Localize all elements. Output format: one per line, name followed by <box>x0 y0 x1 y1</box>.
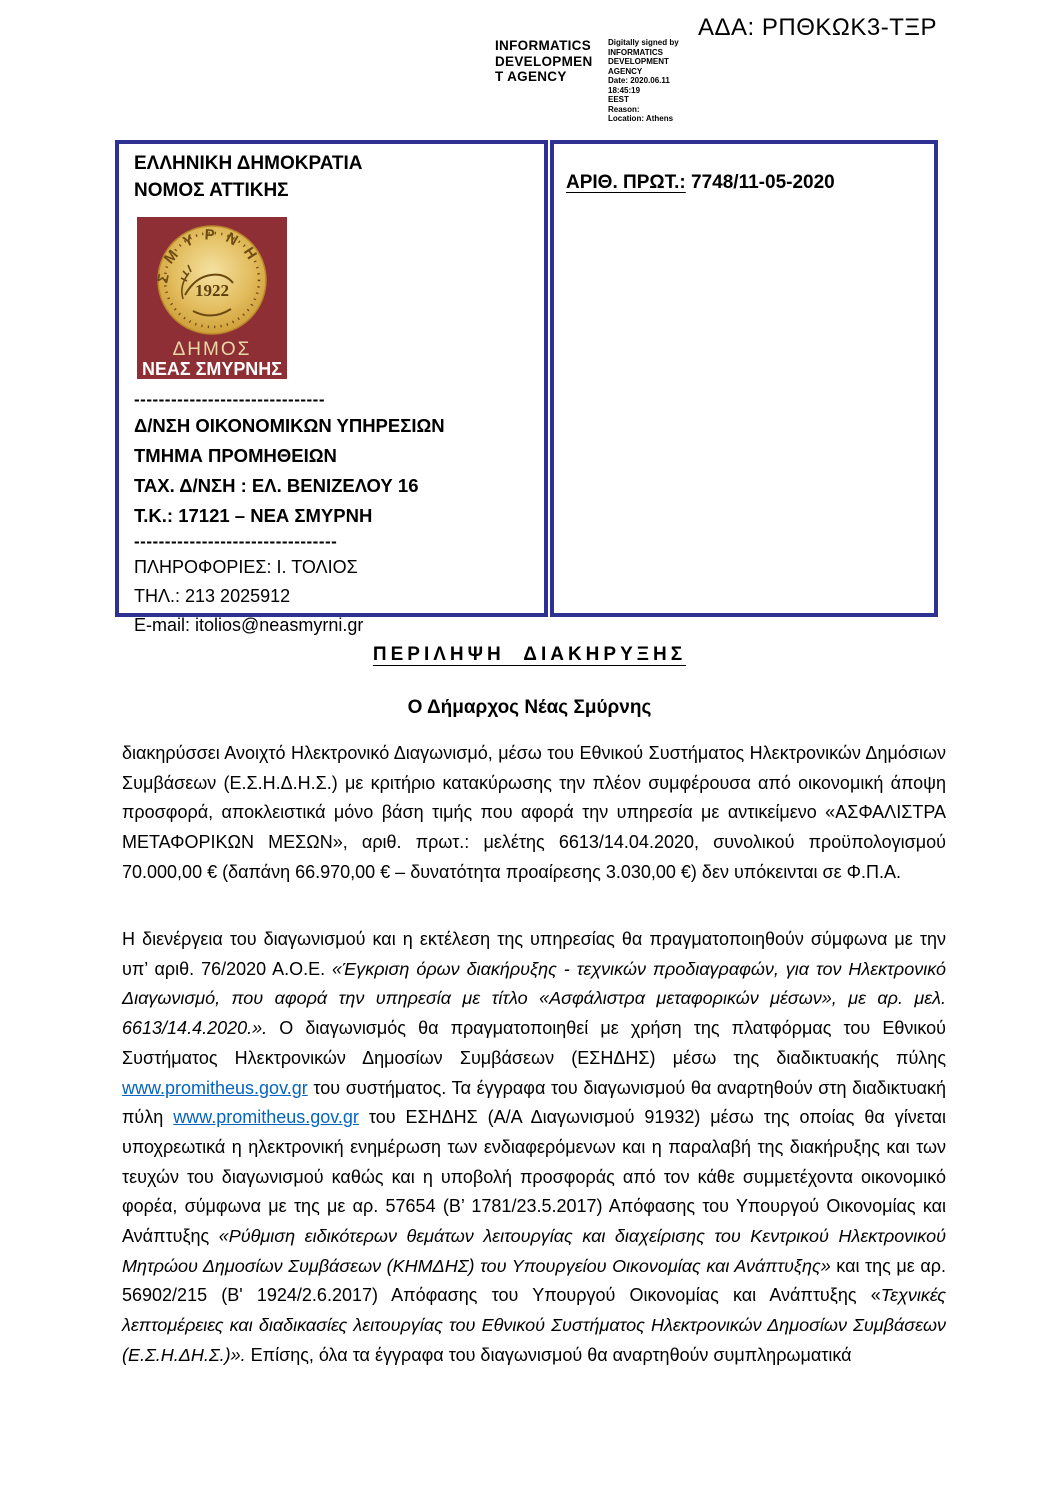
paragraph-segment: του ΕΣΗΔΗΣ (Α/Α Διαγωνισμού 91932) μέσω της οποίας θα γίνεται υποχρεωτικά η ηλεκτρονική ενημέρωση των ενδιαφερόμενων και η παραλαβή της διακήρυξης και των τευχών του διαγωνισμού καθώς και η υποβολή προσφοράς από τον κάθε συμμετέχοντα οικονομικό φορέα, σύμφωνα με της με αρ. 57654 (Β’ 1781/23.5.2017) Απόφασης του Υπουργού Οικονομίας και Ανάπτυξης <box>122 1107 946 1247</box>
paragraph-segment: «Έγκριση όρων διακήρυξης - τεχνικών προδιαγραφών, για τον Ηλεκτρονικό Διαγωνισμό, που αφορά την υπηρεσία με τίτλο «Ασφάλιστρα μεταφορικών μέσων», με αρ. μελ. 6613/14.4.2020.». <box>122 958 947 1039</box>
document-title: ΠΕΡΙΛΗΨΗ ΔΙΑΚΗΡΥΞΗΣ <box>372 644 687 665</box>
paragraph-segment: Ο διαγωνισμός θα πραγματοποιηθεί με χρήση της πλατφόρμας του Εθνικού Συστήματος Ηλεκτρονικών Δημοσίων Συμβάσεων (ΕΣΗΔΗΣ) μέσω της διαδικτυακής πύλης <box>122 1018 946 1068</box>
municipality-seal-svg <box>137 217 287 379</box>
protocol-box <box>550 140 938 617</box>
postal-code-line: Τ.Κ.: 17121 – ΝΕΑ ΣΜΥΡΝΗ <box>134 505 373 526</box>
paragraph-segment: του συστήματος. Τα έγγραφα του διαγωνισμού θα αναρτηθούν στη διαδικτυακή πύλη <box>122 1077 946 1128</box>
promitheus-link[interactable]: www.promitheus.gov.gr <box>122 1077 308 1098</box>
divider-line: ------------------------------- <box>134 390 325 409</box>
logo-demos-text: ΔΗΜΟΣ <box>172 339 252 360</box>
paragraph-segment: Επίσης, όλα τα έγγραφα του διαγωνισμού θα αναρτηθούν συμπληρωματικά <box>245 1344 852 1365</box>
digital-signature-block <box>495 38 703 124</box>
protocol-number <box>566 172 922 194</box>
paragraph-segment: «Ρύθμιση ειδικότερων θεμάτων λειτουργίας και διαχείρισης του Κεντρικού Ηλεκτρονικού Μητρώου Δημοσίων Συμβάσεων (ΚΗΜΔΗΣ) του Υπουργείου Οικονομίας και Ανάπτυξης» <box>122 1226 946 1276</box>
email-line: E-mail: itolios@neasmyrni.gr <box>134 615 364 635</box>
paragraph-announcement: διακηρύσσει Ανοιχτό Ηλεκτρονικό Διαγωνισμό, μέσω του Εθνικού Συστήματος Ηλεκτρονικών Δημόσιων Συμβάσεων (Ε.Σ.Η.Δ.Η.Σ.) με κριτήριο κατακύρωσης την πλέον συμφέρουσα από οικονομική άποψη προσφορά, αποκλειστικά μόνο βάση τιμής που αφορά την υπηρεσία με αντικείμενο «ΑΣΦΑΛΙΣΤΡΑ ΜΕΤΑΦΟΡΙΚΩΝ ΜΕΣΩΝ», αριθ. πρωτ.: μελέτης 6613/14.04.2020, συνολικού προϋπολογισμού 70.000,00 € (δαπάνη 66.970,00 € – δυνατότητα προαίρεσης 3.030,00 €) δεν υπόκεινται σε Φ.Π.Α. <box>122 743 946 882</box>
paragraph-segment: Η διενέργεια του διαγωνισμού και η εκτέλεση της υπηρεσίας θα πραγματοποιηθούν σύμφωνα με την υπ’ αριθ. 76/2020 Α.Ο.Ε. <box>122 929 946 979</box>
coin-curved-text: ΣΜΥΡΝΗ <box>154 226 266 285</box>
directorate-line: Δ/ΝΣΗ ΟΙΚΟΝΟΜΙΚΩΝ ΥΠΗΡΕΣΙΩΝ <box>134 415 445 436</box>
prefecture-line: ΝΟΜΟΣ ΑΤΤΙΚΗΣ <box>134 180 289 201</box>
phone-line: ΤΗΛ.: 213 2025912 <box>134 586 291 606</box>
divider-line: --------------------------------- <box>134 532 338 551</box>
logo-neas-smyrnis-text: ΝΕΑΣ ΣΜΥΡΝΗΣ <box>142 359 283 379</box>
contact-person-line: ΠΛΗΡΟΦΟΡΙΕΣ: Ι. ΤΟΛΙΟΣ <box>134 557 358 577</box>
protocol-value: 7748/11-05-2020 <box>685 172 835 193</box>
paragraph-segment: και της με αρ. 56902/215 (Β' 1924/2.6.2017) Απόφασης του Υπουργού Οικονομίας και Ανάπτυξης « <box>122 1255 947 1306</box>
protocol-label: ΑΡΙΘ. ΠΡΩΤ.: <box>566 172 686 193</box>
paragraph-procedure <box>122 925 946 1371</box>
signature-agency-name: INFORMATICS DEVELOPMEN T AGENCY <box>495 38 593 84</box>
department-line: ΤΜΗΜΑ ΠΡΟΜΗΘΕΙΩΝ <box>134 445 337 466</box>
signature-details: Digitally signed by INFORMATICS DEVELOPMENT AGENCY Date: 2020.06.11 18:45:19 EEST Reason: Location: Athens <box>608 38 679 123</box>
ada-code: ΑΔΑ: ΡΠΘΚΩΚ3-ΤΞΡ <box>698 14 937 41</box>
coin-year: 1922 <box>195 281 229 300</box>
postal-address-line: ΤΑΧ. Δ/ΝΣΗ : ΕΛ. ΒΕΝΙΖΕΛΟΥ 16 <box>134 475 419 496</box>
document-subtitle: Ο Δήμαρχος Νέας Σμύρνης <box>407 697 652 718</box>
paragraph-segment: Τεχνικές λεπτομέρειες και διαδικασίες λειτουργίας του Εθνικού Συστήματος Ηλεκτρονικών Δημοσίων Συμβάσεων (Ε.Σ.Η.ΔΗ.Σ.)». <box>122 1285 946 1365</box>
sender-info-box <box>115 140 548 635</box>
municipality-seal-logo <box>137 217 287 379</box>
header-boxes <box>115 140 942 635</box>
country-line: ΕΛΛΗΝΙΚΗ ΔΗΜΟΚΡΑΤΙΑ <box>134 153 363 174</box>
promitheus-link[interactable]: www.promitheus.gov.gr <box>173 1107 359 1128</box>
